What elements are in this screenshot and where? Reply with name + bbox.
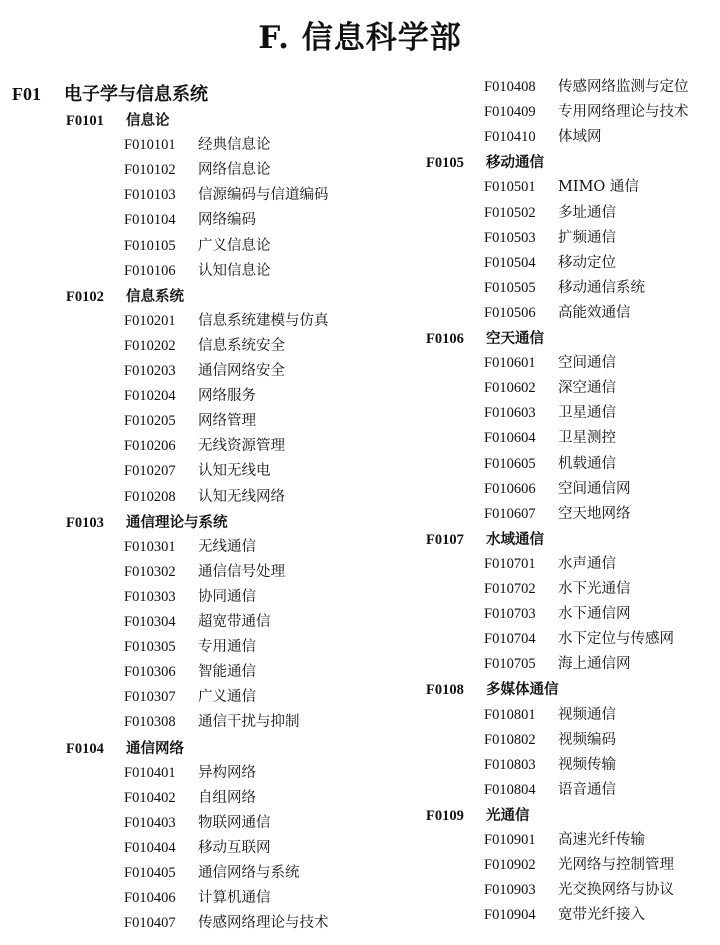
list-item — [484, 627, 674, 652]
section-heading — [426, 527, 544, 552]
item-name: 体域网 — [558, 129, 602, 146]
list-item — [484, 301, 631, 326]
section-code: F0103 — [66, 514, 104, 531]
list-item — [484, 452, 616, 477]
section-code: F0108 — [426, 682, 464, 699]
item-name: 计算机通信 — [198, 890, 271, 907]
list-item — [484, 351, 616, 376]
list-item — [484, 878, 674, 903]
item-name: 广义通信 — [198, 689, 256, 706]
item-name: 专用网络理论与技术 — [558, 104, 689, 121]
item-code: F010204 — [124, 388, 176, 405]
item-code: F010606 — [484, 480, 536, 497]
list-item — [484, 903, 645, 928]
item-code: F010304 — [124, 614, 176, 630]
section-name: 空天通信 — [486, 330, 544, 347]
list-item — [484, 552, 616, 577]
item-name: 移动通信系统 — [558, 279, 645, 296]
item-code: F010502 — [484, 204, 536, 221]
list-item — [124, 234, 271, 259]
item-code: F010405 — [124, 865, 176, 881]
list-item — [124, 384, 256, 409]
item-name: 高速光纤传输 — [558, 832, 645, 848]
item-name: 水下光通信 — [558, 581, 631, 597]
section-name: 通信理论与系统 — [126, 513, 228, 531]
list-item — [484, 703, 616, 728]
item-name: MIMO 通信 — [558, 179, 639, 196]
item-name: 信源编码与信道编码 — [198, 187, 329, 204]
list-item — [484, 75, 689, 100]
item-name: 扩频通信 — [558, 229, 616, 246]
item-name: 宽带光纤接入 — [558, 907, 645, 924]
section-heading — [66, 108, 170, 133]
item-code: F010305 — [124, 639, 176, 656]
item-name: 通信网络与系统 — [198, 865, 300, 881]
list-item — [484, 201, 616, 226]
item-name: 水下通信网 — [558, 606, 631, 623]
list-item — [124, 359, 285, 384]
item-code: F010302 — [124, 563, 176, 580]
list-item — [124, 133, 271, 158]
item-code: F010203 — [124, 363, 176, 379]
item-code: F010607 — [484, 505, 536, 522]
item-code: F010410 — [484, 129, 536, 146]
item-name: 空天地网络 — [558, 505, 631, 522]
item-name: 光交换网络与协议 — [558, 882, 674, 899]
item-code: F010303 — [124, 588, 176, 605]
item-code: F010406 — [124, 890, 176, 907]
item-code: F010408 — [484, 79, 536, 95]
list-item — [124, 786, 256, 811]
item-name: 网络编码 — [198, 212, 256, 229]
list-item — [124, 660, 256, 685]
section-name: 水域通信 — [486, 530, 544, 548]
section-name: 多媒体通信 — [486, 681, 559, 699]
section-name: 信息系统 — [126, 287, 184, 305]
item-name: 空间通信网 — [558, 480, 631, 497]
list-item — [124, 560, 285, 585]
item-name: 无线资源管理 — [198, 438, 285, 455]
section-code: F0102 — [66, 288, 104, 305]
item-code: F010307 — [124, 689, 176, 706]
item-code: F010301 — [124, 538, 176, 555]
item-code: F010101 — [124, 137, 176, 154]
item-name: 卫星通信 — [558, 405, 616, 422]
list-item — [484, 276, 645, 301]
section-code: F0107 — [426, 531, 464, 548]
item-code: F010902 — [484, 857, 536, 874]
item-code: F010904 — [484, 907, 536, 924]
item-name: 通信网络安全 — [198, 363, 285, 379]
item-code: F010601 — [484, 355, 536, 372]
item-code: F010106 — [124, 262, 176, 279]
list-item — [484, 778, 616, 803]
item-code: F010802 — [484, 731, 536, 748]
item-code: F010801 — [484, 706, 536, 723]
item-code: F010208 — [124, 488, 176, 505]
item-code: F010605 — [484, 455, 536, 472]
item-name: 自组网络 — [198, 789, 256, 806]
list-item — [124, 183, 329, 208]
list-item — [124, 434, 285, 459]
item-code: F010407 — [124, 915, 176, 932]
list-item — [124, 259, 271, 284]
item-code: F010703 — [484, 606, 536, 623]
item-code: F010207 — [124, 463, 176, 480]
section-heading — [426, 677, 559, 702]
item-name: 空间通信 — [558, 355, 616, 372]
list-item — [124, 911, 329, 936]
section-code: F0105 — [426, 155, 464, 172]
item-name: 高能效通信 — [558, 304, 631, 321]
item-name: 视频编码 — [558, 731, 616, 748]
list-item — [484, 853, 674, 878]
item-code: F010602 — [484, 380, 536, 397]
item-name: 信息系统安全 — [198, 337, 285, 354]
list-item — [484, 502, 631, 527]
item-code: F010803 — [484, 756, 536, 773]
item-name: 认知信息论 — [198, 262, 271, 279]
item-code: F010506 — [484, 304, 536, 321]
item-code: F010201 — [124, 312, 176, 329]
list-item — [484, 652, 631, 677]
item-name: 海上通信网 — [558, 656, 631, 673]
section-code: F0106 — [426, 331, 464, 347]
section-heading — [426, 150, 544, 175]
item-code: F010701 — [484, 555, 536, 572]
item-name: 语音通信 — [558, 781, 616, 798]
list-item — [484, 577, 631, 602]
page-title: F. 信息科学部 — [258, 20, 462, 56]
section-heading — [66, 284, 184, 309]
list-item — [484, 376, 616, 401]
list-item — [124, 710, 300, 735]
list-item — [484, 828, 645, 853]
item-code: F010205 — [124, 413, 176, 430]
item-code: F010503 — [484, 229, 536, 246]
list-item — [124, 334, 285, 359]
item-name: 网络服务 — [198, 388, 256, 405]
item-name: 水声通信 — [558, 555, 616, 572]
item-name: 卫星测控 — [558, 430, 616, 447]
list-item — [124, 761, 256, 786]
item-code: F010202 — [124, 337, 176, 354]
list-item — [484, 125, 602, 150]
list-item — [484, 226, 616, 251]
list-item — [124, 208, 256, 233]
list-item — [124, 836, 271, 861]
item-name: 协同通信 — [198, 588, 256, 605]
item-code: F010401 — [124, 764, 176, 781]
item-code: F010306 — [124, 664, 176, 681]
item-name: 多址通信 — [558, 204, 616, 221]
item-code: F010505 — [484, 279, 536, 296]
item-name: 物联网通信 — [198, 814, 271, 831]
list-item — [124, 535, 256, 560]
item-name: 信息系统建模与仿真 — [198, 312, 329, 329]
item-name: 网络管理 — [198, 413, 256, 430]
item-code: F010104 — [124, 212, 176, 229]
item-name: 移动互联网 — [198, 839, 271, 856]
list-item — [124, 158, 271, 183]
item-code: F010604 — [484, 430, 536, 447]
item-name: 广义信息论 — [198, 237, 271, 254]
item-code: F010901 — [484, 832, 536, 848]
section-heading — [66, 736, 184, 761]
section-name: 通信网络 — [126, 739, 184, 757]
item-name: 机载通信 — [558, 455, 616, 472]
division-heading — [12, 80, 208, 106]
item-code: F010105 — [124, 237, 176, 254]
item-name: 专用通信 — [198, 639, 256, 656]
item-code: F010403 — [124, 814, 176, 831]
item-name: 视频传输 — [558, 756, 616, 773]
section-name: 移动通信 — [486, 154, 544, 172]
item-name: 认知无线网络 — [198, 488, 285, 505]
list-item — [124, 309, 329, 334]
item-code: F010206 — [124, 438, 176, 455]
list-item — [124, 409, 256, 434]
item-name: 无线通信 — [198, 538, 256, 555]
list-item — [124, 886, 271, 911]
list-item — [124, 585, 256, 610]
section-heading — [426, 326, 544, 351]
section-heading — [66, 510, 228, 535]
section-name: 信息论 — [126, 112, 170, 129]
list-item — [124, 861, 300, 886]
item-name: 智能通信 — [198, 664, 256, 681]
item-code: F010102 — [124, 162, 176, 179]
item-name: 水下定位与传感网 — [558, 631, 674, 648]
item-code: F010103 — [124, 187, 176, 204]
item-name: 通信信号处理 — [198, 563, 285, 580]
list-item — [484, 728, 616, 753]
item-code: F010903 — [484, 882, 536, 899]
item-code: F010603 — [484, 405, 536, 422]
item-code: F010504 — [484, 254, 536, 271]
item-code: F010704 — [484, 631, 536, 648]
list-item — [484, 401, 616, 426]
item-code: F010402 — [124, 789, 176, 806]
item-name: 光网络与控制管理 — [558, 857, 674, 874]
list-item — [484, 753, 616, 778]
section-code: F0104 — [66, 740, 104, 757]
item-code: F010409 — [484, 104, 536, 121]
item-name: 移动定位 — [558, 254, 616, 271]
division-name: 电子学与信息系统 — [64, 84, 208, 105]
item-code: F010705 — [484, 656, 536, 673]
item-name: 通信干扰与抑制 — [198, 714, 300, 731]
item-name: 超宽带通信 — [198, 614, 271, 630]
item-name: 传感网络理论与技术 — [198, 915, 329, 932]
item-name: 视频通信 — [558, 706, 616, 723]
list-item — [124, 685, 256, 710]
list-item — [124, 485, 285, 510]
item-name: 认知无线电 — [198, 463, 271, 480]
list-item — [124, 610, 271, 635]
item-name: 传感网络监测与定位 — [558, 79, 689, 95]
division-code: F01 — [12, 84, 41, 104]
list-item — [484, 100, 689, 125]
list-item — [124, 635, 256, 660]
list-item — [484, 602, 631, 627]
list-item — [124, 459, 271, 484]
section-heading — [426, 803, 530, 828]
item-name: 深空通信 — [558, 380, 616, 397]
item-code: F010702 — [484, 581, 536, 597]
list-item — [484, 251, 616, 276]
item-name: 异构网络 — [198, 764, 256, 781]
list-item — [124, 811, 271, 836]
item-code: F010308 — [124, 714, 176, 731]
item-code: F010501 — [484, 179, 536, 196]
list-item — [484, 175, 639, 200]
section-name: 光通信 — [486, 806, 530, 824]
list-item — [484, 426, 616, 451]
section-code: F0109 — [426, 807, 464, 824]
section-code: F0101 — [66, 113, 104, 129]
item-code: F010404 — [124, 839, 176, 856]
list-item — [484, 477, 631, 502]
item-code: F010804 — [484, 781, 536, 798]
item-name: 经典信息论 — [198, 137, 271, 154]
item-name: 网络信息论 — [198, 162, 271, 179]
